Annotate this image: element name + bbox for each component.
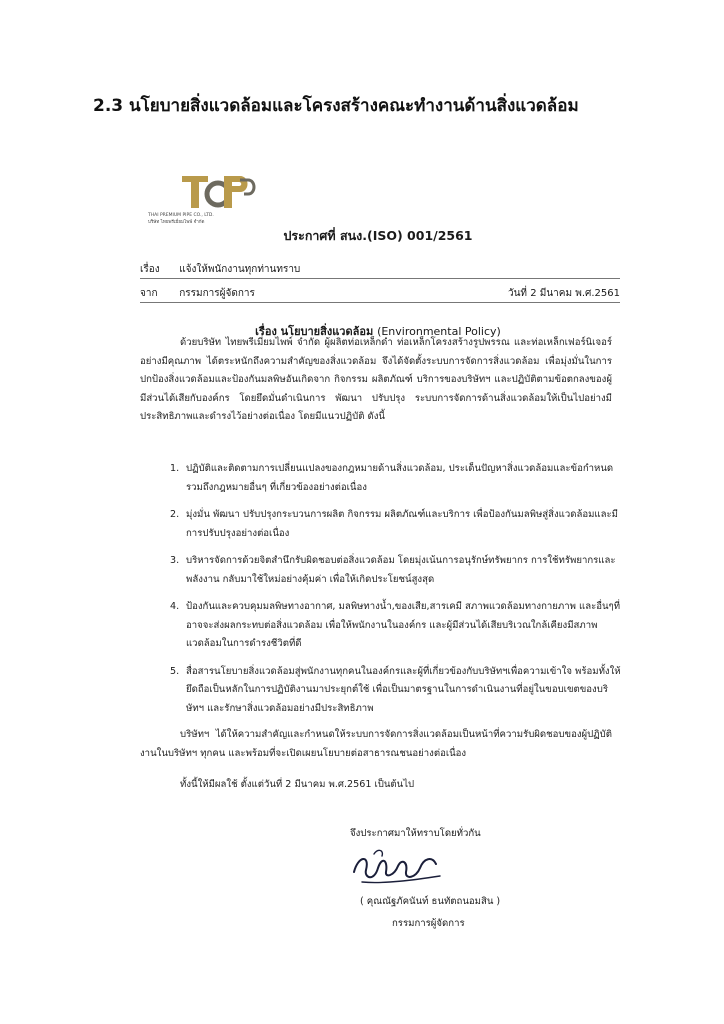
policy-number: 4. — [170, 601, 180, 612]
policy-text: สื่อสารนโยบายสิ่งแวดล้อมสู่พนักงานทุกคนในองค์กรและผู้ที่เกี่ยวข้องกับบริษัทฯเพื่อความเข้าใจ พร้อมทั้งให้ยึดถือเป็นหลักในการปฏิบัติงานมาประยุกต์ใช้ เพื่อเป็นมาตรฐานในการดำเนินงานที่อยู่ในขอบเขตของบริษัทฯ และรักษาสิ่งแวดล้อมอย่างมีประสิทธิภาพ — [186, 665, 621, 714]
policy-item — [170, 506, 622, 543]
meta-from-label: จาก — [140, 288, 158, 299]
meta-date: วันที่ 2 มีนาคม พ.ศ.2561 — [507, 288, 620, 299]
meta-subject-value: แจ้งให้พนักงานทุกท่านทราบ — [179, 264, 301, 275]
policy-text: ปฏิบัติและติดตามการเปลี่ยนแปลงของกฎหมายด้านสิ่งแวดล้อม, ประเด็นปัญหาสิ่งแวดล้อมและข้อกำหนด รวมถึงกฎหมายอื่นๆ ที่เกี่ยวข้องอย่างต่อเนื่อง — [186, 463, 614, 493]
divider — [140, 278, 620, 279]
tpp-logo-mark — [178, 170, 258, 210]
policy-number: 3. — [170, 555, 180, 566]
meta-from-row — [140, 286, 255, 301]
policy-item — [170, 552, 622, 589]
divider — [140, 302, 620, 303]
policy-number: 2. — [170, 509, 180, 520]
meta-from-value: กรรมการผู้จัดการ — [179, 288, 255, 299]
meta-subject-row — [140, 262, 300, 277]
effective-date-paragraph: ทั้งนี้ให้มีผลใช้ ตั้งแต่วันที่ 2 มีนาคม พ.ศ.2561 เป็นต้นไป — [180, 779, 415, 790]
policy-number: 5. — [170, 665, 180, 677]
intro-paragraph: ด้วยบริษัท ไทยพรีเมี่ยมไพพ์ จำกัด ผู้ผลิตท่อเหล็กดำ ท่อเหล็กโครงสร้างรูปพรรณ และท่อเหล็กเฟอร์นิเจอร์อย่างมีคุณภาพ ได้ตระหนักถึงความสำคัญของสิ่งแวดล้อม จึงได้จัดตั้งระบบการจัดการสิ่งแวดล้อม เพื่อมุ่งมั่นในการปกป้องสิ่งแวดล้อมและป้องกันมลพิษอันเกิดจาก กิจกรรม ผลิตภัณฑ์ บริการของบริษัทฯ และปฏิบัติตามข้อตกลงของผู้มีส่วนได้เสียกับองค์กร โดยยึดมั่นดำเนินการ พัฒนา ปรับปรุง ระบบการจัดการด้านสิ่งแวดล้อมให้เป็นไปอย่างมีประสิทธิภาพและดำรงไว้อย่างต่อเนื่อง โดยมีแนวปฏิบัติ ดังนี้ — [140, 337, 612, 422]
policy-list — [170, 460, 622, 727]
logo-caption — [148, 212, 278, 226]
closing-text: จึงประกาศมาให้ทราบโดยทั่วกัน — [350, 828, 481, 839]
logo-caption-english: THAI PREMIUM PIPE CO., LTD. — [148, 213, 214, 218]
section-title: 2.3 นโยบายสิ่งแวดล้อมและโครงสร้างคณะทำงานด้านสิ่งแวดล้อม — [93, 96, 579, 116]
policy-item — [170, 598, 622, 654]
policy-text: ป้องกันและควบคุมมลพิษทางอากาศ, มลพิษทางน้ำ,ของเสีย,สารเคมี สภาพแวดล้อมทางกายภาพ และอื่นๆที่อาจจะส่งผลกระทบต่อสิ่งแวดล้อม เพื่อให้พนักงานในองค์กร และผู้มีส่วนได้เสียบริเวณใกล้เคียงมีสภาพแวดล้อมในการดำรงชีวิตที่ดี — [186, 601, 621, 649]
responsibility-paragraph: บริษัทฯ ได้ให้ความสำคัญและกำหนดให้ระบบการจัดการสิ่งแวดล้อมเป็นหน้าที่ความรับผิดชอบของผู้ปฏิบัติงานในบริษัทฯ ทุกคน และพร้อมที่จะเปิดเผยนโยบายต่อสาธารณชนอย่างต่อเนื่อง — [140, 729, 612, 759]
signature — [344, 842, 474, 892]
policy-text: บริหารจัดการด้วยจิตสำนึกรับผิดชอบต่อสิ่งแวดล้อม โดยมุ่งเน้นการอนุรักษ์ทรัพยากร การใช้ทรัพยากรและพลังงาน กลับมาใช้ใหม่อย่างคุ้มค่า เพื่อให้เกิดประโยชน์สูงสุด — [186, 555, 616, 585]
signer-name: ( คุณณัฐภัคนันท์ ธนทัตถนอมสิน ) — [360, 896, 501, 907]
policy-document — [128, 158, 628, 958]
signer-title: กรรมการผู้จัดการ — [392, 918, 465, 929]
policy-subject-thai: เรื่อง นโยบายสิ่งแวดล้อม — [255, 325, 374, 338]
policy-text: มุ่งมั่น พัฒนา ปรับปรุงกระบวนการผลิต กิจกรรม ผลิตภัณฑ์และบริการ เพื่อป้องกันมลพิษสู่สิ่งแวดล้อมและมีการปรับปรุงอย่างต่อเนื่อง — [186, 509, 618, 539]
company-logo — [148, 170, 268, 232]
policy-item — [170, 460, 622, 497]
policy-item — [170, 663, 622, 719]
announcement-number: ประกาศที่ สนง.(ISO) 001/2561 — [283, 228, 473, 243]
meta-subject-label: เรื่อง — [140, 264, 160, 275]
policy-subject-english: (Environmental Policy) — [377, 325, 501, 338]
policy-number: 1. — [170, 463, 180, 474]
logo-caption-thai: บริษัท ไทยพรีเมี่ยมไพพ์ จำกัด — [148, 220, 205, 225]
